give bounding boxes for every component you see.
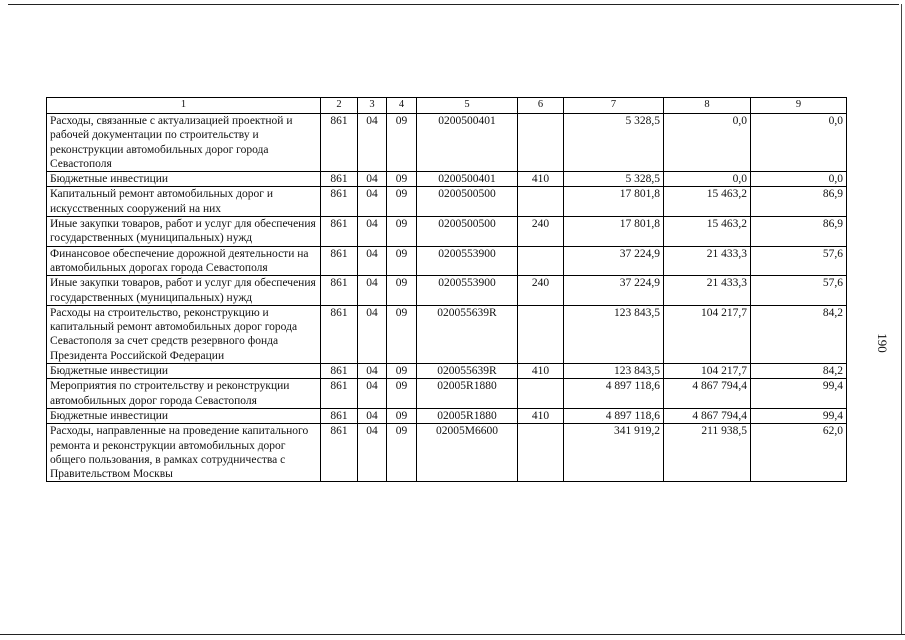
subsection-code: 09 [387, 217, 417, 247]
executed-amount: 15 463,2 [664, 187, 751, 217]
ministry-code: 861 [321, 187, 358, 217]
table-row [47, 305, 847, 363]
ministry-code: 861 [321, 276, 358, 306]
budget-table [46, 97, 847, 482]
section-code: 04 [358, 172, 387, 187]
row-label: Иные закупки товаров, работ и услуг для обеспечения государственных (муниципальных) нужд [47, 217, 321, 247]
approved-amount: 17 801,8 [564, 187, 664, 217]
target-article-code: 0200553900 [417, 276, 518, 306]
target-article-code: 02005М6600 [417, 424, 518, 482]
target-article-code: 020055639R [417, 364, 518, 379]
subsection-code: 09 [387, 364, 417, 379]
column-header-8: 8 [664, 98, 751, 114]
table-row [47, 114, 847, 172]
approved-amount: 17 801,8 [564, 217, 664, 247]
execution-percent: 86,9 [751, 187, 847, 217]
execution-percent: 57,6 [751, 276, 847, 306]
target-article-code: 0200500401 [417, 172, 518, 187]
expense-type-code [518, 305, 564, 363]
column-header-1: 1 [47, 98, 321, 114]
target-article-code: 02005R1880 [417, 408, 518, 423]
table-row [47, 379, 847, 409]
executed-amount: 211 938,5 [664, 424, 751, 482]
target-article-code: 020055639R [417, 305, 518, 363]
expense-type-code: 240 [518, 276, 564, 306]
row-label: Бюджетные инвестиции [47, 408, 321, 423]
expense-type-code [518, 114, 564, 172]
subsection-code: 09 [387, 379, 417, 409]
table-row [47, 364, 847, 379]
scan-border-right [901, 4, 902, 634]
subsection-code: 09 [387, 187, 417, 217]
row-label: Финансовое обеспечение дорожной деятельности на автомобильных дорогах города Севастополя [47, 246, 321, 276]
row-label: Иные закупки товаров, работ и услуг для обеспечения государственных (муниципальных) нужд [47, 276, 321, 306]
table-row [47, 408, 847, 423]
expense-type-code [518, 379, 564, 409]
subsection-code: 09 [387, 172, 417, 187]
section-code: 04 [358, 217, 387, 247]
ministry-code: 861 [321, 217, 358, 247]
table-body [47, 114, 847, 482]
approved-amount: 4 897 118,6 [564, 379, 664, 409]
expense-type-code [518, 187, 564, 217]
row-label: Расходы, направленные на проведение капитального ремонта и реконструкции автомобильных дорог общего пользования, в рамках сотрудничества с Правительством Москвы [47, 424, 321, 482]
approved-amount: 5 328,5 [564, 114, 664, 172]
expense-type-code [518, 246, 564, 276]
ministry-code: 861 [321, 246, 358, 276]
target-article-code: 0200500401 [417, 114, 518, 172]
page-number: 190 [875, 333, 890, 353]
approved-amount: 123 843,5 [564, 364, 664, 379]
execution-percent: 84,2 [751, 305, 847, 363]
section-code: 04 [358, 114, 387, 172]
row-label: Бюджетные инвестиции [47, 364, 321, 379]
target-article-code: 0200553900 [417, 246, 518, 276]
executed-amount: 104 217,7 [664, 364, 751, 379]
row-label: Мероприятия по строительству и реконструкции автомобильных дорог города Севастополя [47, 379, 321, 409]
ministry-code: 861 [321, 364, 358, 379]
column-header-3: 3 [358, 98, 387, 114]
column-header-6: 6 [518, 98, 564, 114]
scan-border-bottom [0, 634, 905, 635]
approved-amount: 123 843,5 [564, 305, 664, 363]
column-header-7: 7 [564, 98, 664, 114]
table-row [47, 217, 847, 247]
subsection-code: 09 [387, 305, 417, 363]
executed-amount: 0,0 [664, 172, 751, 187]
approved-amount: 4 897 118,6 [564, 408, 664, 423]
table-row [47, 276, 847, 306]
column-header-2: 2 [321, 98, 358, 114]
ministry-code: 861 [321, 172, 358, 187]
table-row [47, 172, 847, 187]
table-header-row [47, 98, 847, 114]
section-code: 04 [358, 364, 387, 379]
column-header-9: 9 [751, 98, 847, 114]
execution-percent: 99,4 [751, 379, 847, 409]
row-label: Расходы, связанные с актуализацией проектной и рабочей документации по строительству и реконструкции автомобильных дорог города Севастополя [47, 114, 321, 172]
target-article-code: 0200500500 [417, 217, 518, 247]
section-code: 04 [358, 408, 387, 423]
ministry-code: 861 [321, 114, 358, 172]
section-code: 04 [358, 305, 387, 363]
section-code: 04 [358, 187, 387, 217]
expense-type-code: 410 [518, 408, 564, 423]
execution-percent: 62,0 [751, 424, 847, 482]
table-row [47, 424, 847, 482]
subsection-code: 09 [387, 114, 417, 172]
subsection-code: 09 [387, 246, 417, 276]
execution-percent: 0,0 [751, 114, 847, 172]
row-label: Бюджетные инвестиции [47, 172, 321, 187]
executed-amount: 4 867 794,4 [664, 379, 751, 409]
executed-amount: 21 433,3 [664, 246, 751, 276]
subsection-code: 09 [387, 276, 417, 306]
target-article-code: 02005R1880 [417, 379, 518, 409]
approved-amount: 341 919,2 [564, 424, 664, 482]
subsection-code: 09 [387, 408, 417, 423]
execution-percent: 84,2 [751, 364, 847, 379]
section-code: 04 [358, 246, 387, 276]
expense-type-code [518, 424, 564, 482]
expense-type-code: 410 [518, 172, 564, 187]
section-code: 04 [358, 379, 387, 409]
executed-amount: 104 217,7 [664, 305, 751, 363]
table-row [47, 187, 847, 217]
row-label: Расходы на строительство, реконструкцию и капитальный ремонт автомобильных дорог города Севастополя за счет средств резервного фонда Президента Российской Федерации [47, 305, 321, 363]
ministry-code: 861 [321, 424, 358, 482]
approved-amount: 37 224,9 [564, 246, 664, 276]
ministry-code: 861 [321, 305, 358, 363]
execution-percent: 86,9 [751, 217, 847, 247]
section-code: 04 [358, 276, 387, 306]
column-header-5: 5 [417, 98, 518, 114]
executed-amount: 15 463,2 [664, 217, 751, 247]
approved-amount: 37 224,9 [564, 276, 664, 306]
executed-amount: 0,0 [664, 114, 751, 172]
execution-percent: 57,6 [751, 246, 847, 276]
ministry-code: 861 [321, 408, 358, 423]
executed-amount: 4 867 794,4 [664, 408, 751, 423]
scan-border-top [8, 4, 899, 5]
target-article-code: 0200500500 [417, 187, 518, 217]
row-label: Капитальный ремонт автомобильных дорог и искусственных сооружений на них [47, 187, 321, 217]
approved-amount: 5 328,5 [564, 172, 664, 187]
table-row [47, 246, 847, 276]
executed-amount: 21 433,3 [664, 276, 751, 306]
ministry-code: 861 [321, 379, 358, 409]
section-code: 04 [358, 424, 387, 482]
execution-percent: 0,0 [751, 172, 847, 187]
expense-type-code: 240 [518, 217, 564, 247]
column-header-4: 4 [387, 98, 417, 114]
subsection-code: 09 [387, 424, 417, 482]
expense-type-code: 410 [518, 364, 564, 379]
execution-percent: 99,4 [751, 408, 847, 423]
